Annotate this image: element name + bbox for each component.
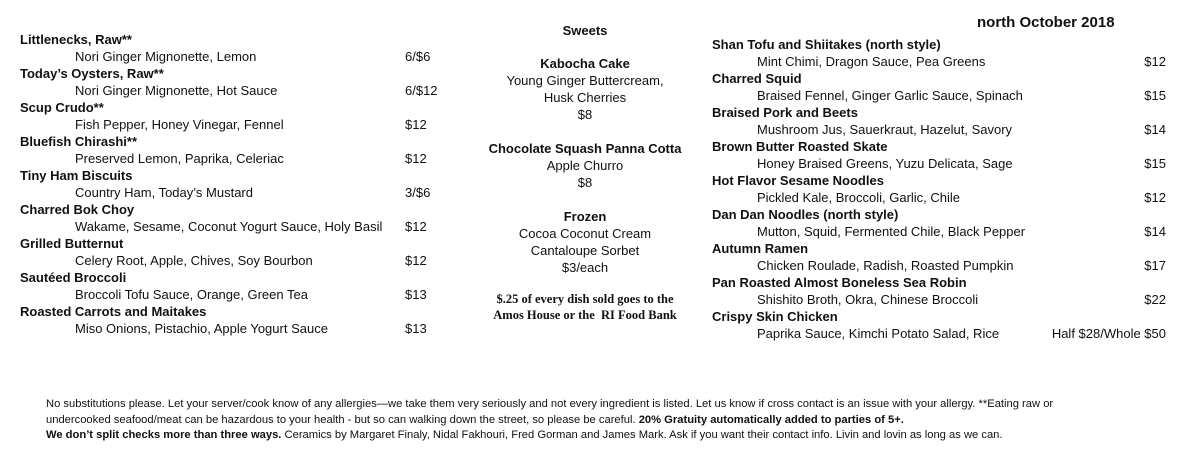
item-description: Honey Braised Greens, Yuzu Delicata, Sage [757,156,1013,171]
item-price: Half $28/Whole $50 [1051,326,1166,341]
item-name: Littlenecks, Raw** [20,32,132,47]
sweet-name: Chocolate Squash Panna Cotta [488,141,682,156]
item-name: Braised Pork and Beets [712,105,858,120]
item-description: Broccoli Tofu Sauce, Orange, Green Tea [75,287,308,302]
menu-item [20,201,460,235]
item-price: $12 [1144,54,1166,69]
item-price: $12 [405,253,427,268]
charity-line: Amos House or the RI Food Bank [493,308,677,322]
item-description: Mutton, Squid, Fermented Chile, Black Pepper [757,224,1026,239]
sweet-price: $8 [577,175,593,190]
item-name: Bluefish Chirashi** [20,134,138,149]
item-description: Preserved Lemon, Paprika, Celeriac [75,151,284,166]
menu-item [20,235,460,269]
sweet-price: $3/each [561,260,609,275]
item-description: Wakame, Sesame, Coconut Yogurt Sauce, Holy Basil [75,219,383,234]
item-description: Celery Root, Apple, Chives, Soy Bourbon [75,253,313,268]
menu-item [20,133,460,167]
item-price: $12 [405,151,427,166]
item-price: $22 [1144,292,1166,307]
split-check-note: We don’t split checks more than three ways. [46,429,282,441]
gratuity-note: 20% Gratuity automatically added to parties of 5+. [638,413,904,426]
menu-item [712,36,1172,70]
item-price: 3/$6 [405,185,431,200]
item-price: $12 [405,117,427,132]
menu-item [712,70,1172,104]
item-description: Pickled Kale, Broccoli, Garlic, Chile [757,190,961,205]
sweet-name: Frozen [563,209,607,224]
item-name: Charred Bok Choy [20,202,135,217]
menu-item [712,240,1172,274]
sweet-line: Cocoa Coconut Cream [518,226,652,241]
menu-item [712,172,1172,206]
footer-text: Ceramics by Margaret Finaly, Nidal Fakhouri, Fred Gorman and James Mark. Ask if you want their contact info. Livin and lovin as long as we can. [281,429,1003,441]
item-price: $15 [1144,88,1166,103]
item-price: 6/$12 [405,83,438,98]
menu-item [20,269,460,303]
item-description: Country Ham, Today’s Mustard [75,185,253,200]
menu-item [712,308,1172,342]
item-price: $15 [1144,156,1166,171]
sweet-line: Cantaloupe Sorbet [530,243,640,258]
menu-item [712,274,1172,308]
item-name: Scup Crudo** [20,100,104,115]
sweet-line: Young Ginger Buttercream, [506,73,664,88]
item-name: Crispy Skin Chicken [712,309,838,324]
item-description: Nori Ginger Mignonette, Hot Sauce [75,83,278,98]
item-price: $12 [405,219,427,234]
item-name: Grilled Butternut [20,236,124,251]
item-name: Brown Butter Roasted Skate [712,139,888,154]
item-price: $13 [405,287,427,302]
item-price: $14 [1144,224,1166,239]
menu-title: north October 2018 [977,14,1115,31]
sweet-price: $8 [577,107,593,122]
sweets-title: Sweets [562,23,608,38]
sweet-item [470,55,700,123]
item-description: Shishito Broth, Okra, Chinese Broccoli [757,292,979,307]
sweet-item [470,140,700,191]
item-price: $17 [1144,258,1166,273]
menu-item [712,104,1172,138]
item-name: Shan Tofu and Shiitakes (north style) [712,37,941,52]
footer-line [46,413,1166,429]
menu-item [712,138,1172,172]
footer-line: No substitutions please. Let your server/cook know of any allergies—we take them very seriously and not every ingredient is listed. Let us know if cross contact is an issue with your allergy. **Eating raw or [46,398,1054,410]
item-price: 6/$6 [405,49,431,64]
item-description: Braised Fennel, Ginger Garlic Sauce, Spinach [757,88,1023,103]
menu-item [20,167,460,201]
sweets-section [470,22,700,323]
item-description: Mushroom Jus, Sauerkraut, Hazelut, Savory [757,122,1013,137]
item-description: Fish Pepper, Honey Vinegar, Fennel [75,117,284,132]
item-price: $13 [405,321,427,336]
item-name: Today’s Oysters, Raw** [20,66,164,81]
savory-menu-left [20,31,460,337]
menu-item [20,99,460,133]
menu-item [20,303,460,337]
item-name: Hot Flavor Sesame Noodles [712,173,884,188]
item-price: $12 [1144,190,1166,205]
sweet-line: Husk Cherries [543,90,627,105]
sweet-line: Apple Churro [546,158,624,173]
savory-menu-right [712,36,1172,342]
item-name: Tiny Ham Biscuits [20,168,133,183]
menu-item [20,31,460,65]
menu-footer-notes [46,397,1166,444]
item-description: Nori Ginger Mignonette, Lemon [75,49,257,64]
footer-text: undercooked seafood/meat can be hazardous to your health - but so can walking down the street, so please be careful. [46,413,639,426]
item-price: $14 [1144,122,1166,137]
item-name: Charred Squid [712,71,802,86]
item-name: Sautéed Broccoli [20,270,127,285]
item-name: Autumn Ramen [712,241,809,256]
item-description: Chicken Roulade, Radish, Roasted Pumpkin [757,258,1014,273]
item-description: Miso Onions, Pistachio, Apple Yogurt Sauce [75,321,328,336]
charity-note [470,291,700,323]
item-name: Roasted Carrots and Maitakes [20,304,207,319]
item-name: Pan Roasted Almost Boneless Sea Robin [712,275,967,290]
sweet-name: Kabocha Cake [540,56,630,71]
menu-item [712,206,1172,240]
item-name: Dan Dan Noodles (north style) [712,207,899,222]
charity-line: $.25 of every dish sold goes to the [496,292,674,306]
item-description: Mint Chimi, Dragon Sauce, Pea Greens [757,54,986,69]
footer-line [46,428,1166,444]
menu-item [20,65,460,99]
sweet-item [470,208,700,276]
item-description: Paprika Sauce, Kimchi Potato Salad, Rice [757,326,1000,341]
